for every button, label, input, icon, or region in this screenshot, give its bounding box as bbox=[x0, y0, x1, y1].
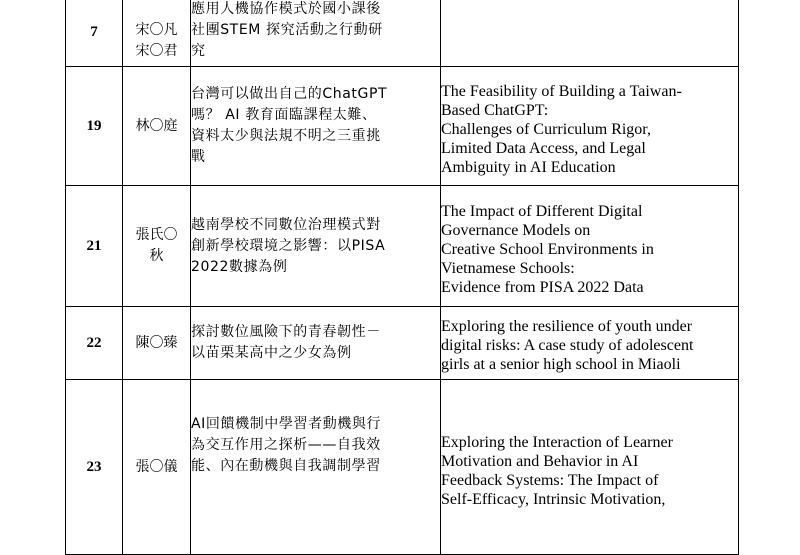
english-title-cell bbox=[441, 186, 739, 307]
chinese-title-cell bbox=[191, 307, 441, 380]
author-cell bbox=[123, 380, 191, 555]
chinese-title-line: 能、內在動機與自我調制學習 bbox=[191, 458, 381, 474]
author-name-line: 張氏〇 bbox=[135, 227, 178, 243]
chinese-title-line: 2022數據為例 bbox=[191, 258, 288, 275]
author-name-line: 秋 bbox=[149, 248, 164, 264]
english-title-line: girls at a senior high school in Miaoli bbox=[441, 356, 681, 373]
english-title-cell bbox=[441, 380, 739, 555]
chinese-title-line: 探討數位風險下的青春韌性－ bbox=[191, 324, 381, 340]
chinese-title-line: 台灣可以做出自己的ChatGPT bbox=[191, 86, 388, 102]
table-row bbox=[66, 307, 739, 380]
english-title-line: Governance Models on bbox=[441, 221, 591, 239]
english-title-line: The Impact of Different Digital bbox=[441, 202, 643, 220]
chinese-title-line: 戰 bbox=[191, 149, 206, 165]
table-row bbox=[66, 67, 739, 186]
author-name-line: 宋〇凡 bbox=[135, 22, 178, 38]
chinese-title-line: 為交互作用之探析——自我效 bbox=[191, 437, 381, 453]
author-cell bbox=[123, 307, 191, 380]
chinese-title-line: 社團STEM 探究活動之行動研 bbox=[191, 22, 383, 38]
chinese-title-line: 究 bbox=[191, 43, 206, 59]
author-name-line: 林〇庭 bbox=[135, 117, 178, 134]
english-title-line: Limited Data Access, and Legal bbox=[441, 139, 646, 157]
table-row bbox=[66, 380, 739, 555]
author-cell bbox=[123, 0, 191, 67]
chinese-title-line: 資料太少與法規不明之三重挑 bbox=[191, 128, 381, 144]
english-title-line: Exploring the resilience of youth under bbox=[441, 318, 693, 335]
english-title-cell bbox=[441, 0, 739, 67]
chinese-title-line: 應用人機協作模式於國小課後 bbox=[191, 1, 381, 17]
chinese-title-line: 越南學校不同數位治理模式對 bbox=[191, 216, 381, 233]
table-row bbox=[66, 0, 739, 67]
chinese-title-cell bbox=[191, 67, 441, 186]
english-title-line: digital risks: A case study of adolescent bbox=[441, 337, 694, 354]
table-row bbox=[66, 186, 739, 307]
english-title-line: Exploring the Interaction of Learner bbox=[441, 434, 673, 451]
english-title-line: Evidence from PISA 2022 Data bbox=[441, 278, 644, 296]
author-name-line: 宋〇君 bbox=[135, 43, 178, 59]
english-title-cell bbox=[441, 67, 739, 186]
english-title-line: Creative School Environments in bbox=[441, 240, 654, 258]
chinese-title-line: 嗎？ AI 教育面臨課程太難、 bbox=[191, 107, 377, 123]
chinese-title-line: AI回饋機制中學習者動機與行 bbox=[191, 416, 382, 432]
chinese-title-line: 以苗栗某高中之少女為例 bbox=[191, 345, 352, 361]
chinese-title-cell bbox=[191, 0, 441, 67]
chinese-title-cell bbox=[191, 380, 441, 555]
paper-number: 7 bbox=[66, 0, 123, 67]
paper-number: 22 bbox=[66, 307, 123, 380]
author-name-line: 陳〇臻 bbox=[135, 334, 178, 351]
author-cell bbox=[123, 67, 191, 186]
english-title-line: Ambiguity in AI Education bbox=[441, 158, 616, 176]
paper-number: 19 bbox=[66, 67, 123, 186]
english-title-line: The Feasibility of Building a Taiwan- bbox=[441, 82, 682, 100]
chinese-title-line: 創新學校環境之影響：以PISA bbox=[191, 237, 386, 254]
english-title-line: Self-Efficacy, Intrinsic Motivation, bbox=[441, 491, 666, 508]
author-cell bbox=[123, 186, 191, 307]
paper-number: 21 bbox=[66, 186, 123, 307]
english-title-line: Vietnamese Schools: bbox=[441, 259, 575, 277]
author-name-line: 張〇儀 bbox=[135, 458, 178, 475]
chinese-title-cell bbox=[191, 186, 441, 307]
english-title-line: Based ChatGPT: bbox=[441, 101, 549, 119]
english-title-cell bbox=[441, 307, 739, 380]
english-title-line: Motivation and Behavior in AI bbox=[441, 453, 639, 470]
paper-list-table bbox=[65, 0, 739, 555]
paper-number: 23 bbox=[66, 380, 123, 555]
english-title-line: Challenges of Curriculum Rigor, bbox=[441, 120, 651, 138]
english-title-line: Feedback Systems: The Impact of bbox=[441, 472, 659, 489]
paper-list-body bbox=[66, 0, 739, 555]
